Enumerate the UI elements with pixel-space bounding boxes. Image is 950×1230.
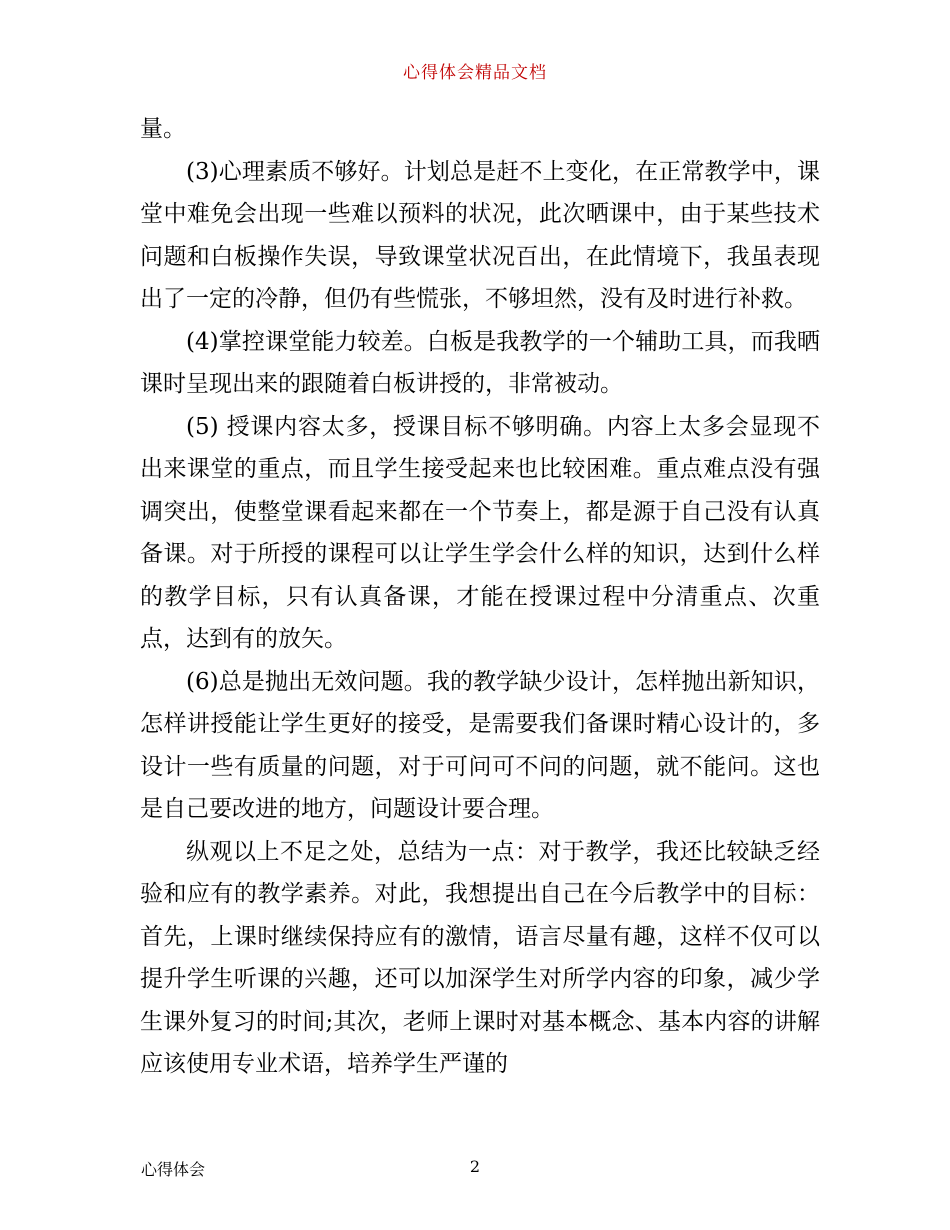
paragraph-summary: 纵观以上不足之处，总结为一点：对于教学，我还比较缺乏经验和应有的教学素养。对此，我想提出自己在今后教学中的目标：首先，上课时继续保持应有的激情，语言尽量有趣，这样不仅可以提升学生听课的兴趣，还可以加深学生对所学内容的印象，减少学生课外复习的时间;其次，老师上课时对基本概念、基本内容的讲解应该使用专业术语，培养学生严谨的 — [140, 838, 820, 1077]
document-body — [140, 108, 820, 1086]
paragraph-item-3: (3)心理素质不够好。计划总是赶不上变化，在正常教学中，课堂中难免会出现一些难以预料的状况，此次晒课中，由于某些技术问题和白板操作失误，导致课堂状况百出，在此情境下，我虽表现出了一定的冷静，但仍有些慌张，不够坦然，没有及时进行补救。 — [140, 158, 820, 312]
paragraph-item-5: (5) 授课内容太多，授课目标不够明确。内容上太多会显现不出来课堂的重点，而且学生接受起来也比较困难。重点难点没有强调突出，使整堂课看起来都在一个节奏上，都是源于自己没有认真备课。对于所授的课程可以让学生学会什么样的知识，达到什么样的教学目标，只有认真备课，才能在授课过程中分清重点、次重点，达到有的放矢。 — [140, 413, 820, 652]
page-number: 2 — [469, 1157, 481, 1176]
document-header-title: 心得体会精品文档 — [403, 63, 547, 83]
paragraph-item-6: (6)总是抛出无效问题。我的教学缺少设计，怎样抛出新知识，怎样讲授能让学生更好的接受，是需要我们备课时精心设计的，多设计一些有质量的问题，对于可问可不问的问题，就不能问。这也是自己要改进的地方，问题设计要合理。 — [140, 668, 820, 822]
paragraph-item-4: (4)掌控课堂能力较差。白板是我教学的一个辅助工具，而我晒课时呈现出来的跟随着白板讲授的，非常被动。 — [140, 328, 820, 397]
paragraph-continuation: 量。 — [140, 116, 186, 142]
footer-label: 心得体会 — [141, 1160, 206, 1179]
